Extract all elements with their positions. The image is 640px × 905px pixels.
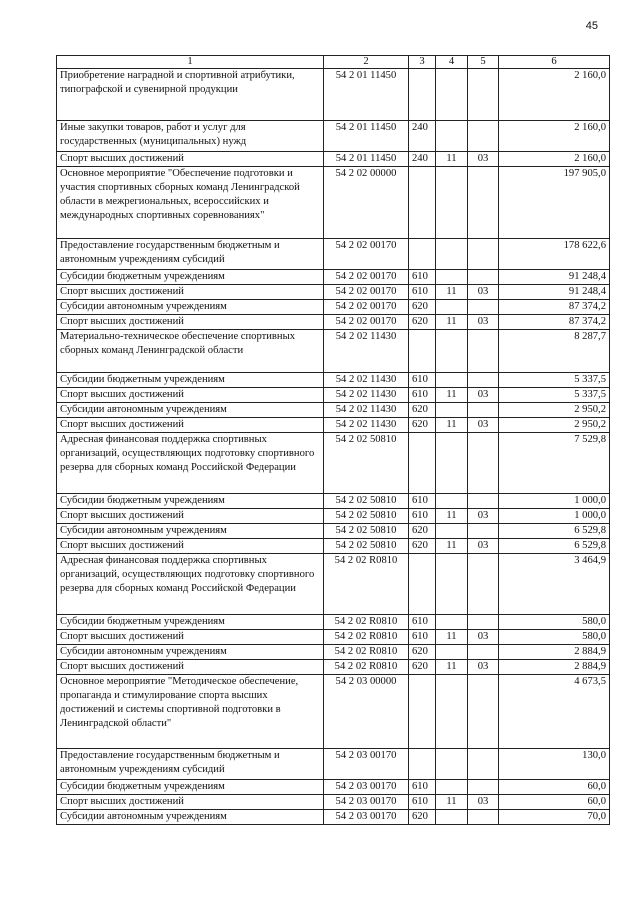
subsection-code-cell: 03 (468, 795, 499, 810)
subsection-code-cell (468, 330, 499, 373)
subsection-code-cell (468, 69, 499, 121)
subsection-code-cell: 03 (468, 509, 499, 524)
budget-code-cell: 54 2 02 11430 (324, 403, 409, 418)
subsection-code-cell (468, 615, 499, 630)
expense-type-cell (409, 433, 436, 494)
budget-code-cell: 54 2 02 R0810 (324, 645, 409, 660)
subsection-code-cell: 03 (468, 285, 499, 300)
section-code-cell (436, 494, 468, 509)
section-code-cell: 11 (436, 660, 468, 675)
item-name-cell: Субсидии автономным учреждениям (57, 645, 324, 660)
budget-code-cell: 54 2 02 50810 (324, 539, 409, 554)
expense-type-cell: 620 (409, 418, 436, 433)
amount-cell: 5 337,5 (499, 388, 610, 403)
section-code-cell (436, 675, 468, 749)
expense-type-cell (409, 69, 436, 121)
section-code-cell: 11 (436, 152, 468, 167)
item-name-cell: Предоставление государственным бюджетным и автономным учреждениям субсидий (57, 239, 324, 270)
budget-code-cell: 54 2 02 R0810 (324, 554, 409, 615)
item-name-cell: Субсидии автономным учреждениям (57, 403, 324, 418)
subsection-code-cell: 03 (468, 660, 499, 675)
section-code-cell (436, 749, 468, 780)
budget-code-cell: 54 2 02 11430 (324, 330, 409, 373)
expense-type-cell (409, 330, 436, 373)
header-col-5: 5 (468, 56, 499, 69)
subsection-code-cell (468, 239, 499, 270)
amount-cell: 1 000,0 (499, 509, 610, 524)
table-row (57, 315, 610, 330)
amount-cell: 1 000,0 (499, 494, 610, 509)
expense-type-cell: 610 (409, 795, 436, 810)
table-row (57, 121, 610, 152)
amount-cell: 178 622,6 (499, 239, 610, 270)
budget-table (56, 55, 610, 825)
section-code-cell (436, 615, 468, 630)
page-number: 45 (585, 20, 598, 32)
subsection-code-cell: 03 (468, 152, 499, 167)
amount-cell: 87 374,2 (499, 300, 610, 315)
table-row (57, 285, 610, 300)
item-name-cell: Основное мероприятие "Обеспечение подготовки и участия спортивных сборных команд Ленинградской области в межрегиональных, всероссийских и международных спортивных соревнованиях" (57, 167, 324, 239)
item-name-cell: Спорт высших достижений (57, 509, 324, 524)
table-row (57, 167, 610, 239)
item-name-cell: Спорт высших достижений (57, 315, 324, 330)
table-row (57, 330, 610, 373)
table-row (57, 630, 610, 645)
budget-code-cell: 54 2 01 11450 (324, 121, 409, 152)
item-name-cell: Субсидии автономным учреждениям (57, 524, 324, 539)
subsection-code-cell (468, 300, 499, 315)
expense-type-cell: 620 (409, 539, 436, 554)
table-row (57, 373, 610, 388)
expense-type-cell: 610 (409, 494, 436, 509)
amount-cell: 6 529,8 (499, 524, 610, 539)
table-row (57, 539, 610, 554)
expense-type-cell: 610 (409, 615, 436, 630)
budget-code-cell: 54 2 02 00170 (324, 300, 409, 315)
section-code-cell (436, 121, 468, 152)
budget-code-cell: 54 2 03 00170 (324, 810, 409, 825)
section-code-cell: 11 (436, 539, 468, 554)
subsection-code-cell (468, 675, 499, 749)
amount-cell: 2 160,0 (499, 121, 610, 152)
amount-cell: 2 160,0 (499, 69, 610, 121)
item-name-cell: Субсидии бюджетным учреждениям (57, 270, 324, 285)
table-row (57, 524, 610, 539)
table-row (57, 494, 610, 509)
budget-code-cell: 54 2 02 11430 (324, 373, 409, 388)
expense-type-cell: 620 (409, 315, 436, 330)
budget-code-cell: 54 2 02 R0810 (324, 615, 409, 630)
subsection-code-cell (468, 780, 499, 795)
table-row (57, 509, 610, 524)
table-row (57, 675, 610, 749)
amount-cell: 197 905,0 (499, 167, 610, 239)
table-row (57, 69, 610, 121)
table-row (57, 615, 610, 630)
section-code-cell: 11 (436, 315, 468, 330)
item-name-cell: Субсидии автономным учреждениям (57, 810, 324, 825)
expense-type-cell: 620 (409, 645, 436, 660)
item-name-cell: Адресная финансовая поддержка спортивных организаций, осуществляющих подготовку спортивного резерва для сборных команд Российской Федерации (57, 433, 324, 494)
header-row (57, 56, 610, 69)
subsection-code-cell: 03 (468, 630, 499, 645)
budget-code-cell: 54 2 01 11450 (324, 69, 409, 121)
item-name-cell: Спорт высших достижений (57, 285, 324, 300)
expense-type-cell: 620 (409, 810, 436, 825)
table-row (57, 433, 610, 494)
item-name-cell: Субсидии бюджетным учреждениям (57, 780, 324, 795)
subsection-code-cell (468, 749, 499, 780)
subsection-code-cell (468, 645, 499, 660)
table-row (57, 418, 610, 433)
subsection-code-cell (468, 810, 499, 825)
section-code-cell: 11 (436, 509, 468, 524)
header-col-6: 6 (499, 56, 610, 69)
subsection-code-cell (468, 373, 499, 388)
expense-type-cell (409, 239, 436, 270)
amount-cell: 7 529,8 (499, 433, 610, 494)
amount-cell: 6 529,8 (499, 539, 610, 554)
expense-type-cell (409, 554, 436, 615)
section-code-cell: 11 (436, 418, 468, 433)
table-row (57, 388, 610, 403)
expense-type-cell: 240 (409, 121, 436, 152)
budget-code-cell: 54 2 02 50810 (324, 494, 409, 509)
amount-cell: 2 160,0 (499, 152, 610, 167)
item-name-cell: Предоставление государственным бюджетным и автономным учреждениям субсидий (57, 749, 324, 780)
table-row (57, 660, 610, 675)
expense-type-cell: 620 (409, 660, 436, 675)
budget-code-cell: 54 2 02 50810 (324, 509, 409, 524)
budget-code-cell: 54 2 02 00170 (324, 239, 409, 270)
expense-type-cell: 620 (409, 403, 436, 418)
section-code-cell: 11 (436, 795, 468, 810)
budget-code-cell: 54 2 02 00170 (324, 285, 409, 300)
budget-code-cell: 54 2 01 11450 (324, 152, 409, 167)
table-row (57, 239, 610, 270)
item-name-cell: Спорт высших достижений (57, 795, 324, 810)
expense-type-cell: 610 (409, 509, 436, 524)
item-name-cell: Спорт высших достижений (57, 418, 324, 433)
section-code-cell: 11 (436, 285, 468, 300)
item-name-cell: Спорт высших достижений (57, 539, 324, 554)
expense-type-cell: 610 (409, 780, 436, 795)
table-row (57, 300, 610, 315)
budget-code-cell: 54 2 02 50810 (324, 433, 409, 494)
section-code-cell (436, 645, 468, 660)
budget-code-cell: 54 2 02 R0810 (324, 660, 409, 675)
amount-cell: 5 337,5 (499, 373, 610, 388)
budget-code-cell: 54 2 02 11430 (324, 388, 409, 403)
amount-cell: 130,0 (499, 749, 610, 780)
amount-cell: 91 248,4 (499, 270, 610, 285)
amount-cell: 70,0 (499, 810, 610, 825)
budget-code-cell: 54 2 02 R0810 (324, 630, 409, 645)
amount-cell: 2 884,9 (499, 645, 610, 660)
table-row (57, 152, 610, 167)
subsection-code-cell (468, 494, 499, 509)
item-name-cell: Иные закупки товаров, работ и услуг для государственных (муниципальных) нужд (57, 121, 324, 152)
item-name-cell: Спорт высших достижений (57, 152, 324, 167)
item-name-cell: Субсидии бюджетным учреждениям (57, 373, 324, 388)
subsection-code-cell (468, 524, 499, 539)
budget-code-cell: 54 2 02 00170 (324, 315, 409, 330)
header-col-1: 1 (57, 56, 324, 69)
budget-code-cell: 54 2 02 11430 (324, 418, 409, 433)
section-code-cell (436, 373, 468, 388)
subsection-code-cell: 03 (468, 418, 499, 433)
expense-type-cell: 610 (409, 270, 436, 285)
subsection-code-cell (468, 554, 499, 615)
subsection-code-cell (468, 270, 499, 285)
expense-type-cell: 610 (409, 373, 436, 388)
item-name-cell: Субсидии бюджетным учреждениям (57, 615, 324, 630)
expense-type-cell: 610 (409, 388, 436, 403)
table-header (57, 56, 610, 69)
amount-cell: 60,0 (499, 795, 610, 810)
section-code-cell: 11 (436, 388, 468, 403)
expense-type-cell (409, 675, 436, 749)
table-row (57, 810, 610, 825)
budget-code-cell: 54 2 02 50810 (324, 524, 409, 539)
amount-cell: 8 287,7 (499, 330, 610, 373)
subsection-code-cell: 03 (468, 388, 499, 403)
expense-type-cell: 610 (409, 630, 436, 645)
section-code-cell (436, 524, 468, 539)
budget-code-cell: 54 2 02 00000 (324, 167, 409, 239)
expense-type-cell: 240 (409, 152, 436, 167)
table-body (57, 69, 610, 825)
amount-cell: 580,0 (499, 615, 610, 630)
amount-cell: 91 248,4 (499, 285, 610, 300)
amount-cell: 580,0 (499, 630, 610, 645)
section-code-cell (436, 167, 468, 239)
expense-type-cell (409, 749, 436, 780)
budget-code-cell: 54 2 03 00170 (324, 749, 409, 780)
subsection-code-cell: 03 (468, 539, 499, 554)
amount-cell: 2 884,9 (499, 660, 610, 675)
subsection-code-cell (468, 167, 499, 239)
header-col-2: 2 (324, 56, 409, 69)
section-code-cell (436, 403, 468, 418)
section-code-cell (436, 554, 468, 615)
item-name-cell: Основное мероприятие "Методическое обеспечение, пропаганда и стимулирование спорта высших достижений и системы спортивной подготовки в Ленинградской области" (57, 675, 324, 749)
amount-cell: 2 950,2 (499, 403, 610, 418)
table-row (57, 749, 610, 780)
subsection-code-cell (468, 121, 499, 152)
budget-code-cell: 54 2 03 00170 (324, 795, 409, 810)
item-name-cell: Спорт высших достижений (57, 630, 324, 645)
header-col-3: 3 (409, 56, 436, 69)
section-code-cell (436, 270, 468, 285)
table-row (57, 554, 610, 615)
table-row (57, 270, 610, 285)
amount-cell: 60,0 (499, 780, 610, 795)
item-name-cell: Спорт высших достижений (57, 660, 324, 675)
item-name-cell: Субсидии бюджетным учреждениям (57, 494, 324, 509)
item-name-cell: Субсидии автономным учреждениям (57, 300, 324, 315)
budget-code-cell: 54 2 03 00170 (324, 780, 409, 795)
table-row (57, 403, 610, 418)
item-name-cell: Адресная финансовая поддержка спортивных организаций, осуществляющих подготовку спортивного резерва для сборных команд Российской Федерации (57, 554, 324, 615)
section-code-cell (436, 433, 468, 494)
subsection-code-cell (468, 433, 499, 494)
expense-type-cell: 610 (409, 285, 436, 300)
amount-cell: 3 464,9 (499, 554, 610, 615)
subsection-code-cell (468, 403, 499, 418)
section-code-cell (436, 330, 468, 373)
amount-cell: 4 673,5 (499, 675, 610, 749)
table-row (57, 780, 610, 795)
amount-cell: 2 950,2 (499, 418, 610, 433)
expense-type-cell: 620 (409, 524, 436, 539)
header-col-4: 4 (436, 56, 468, 69)
subsection-code-cell: 03 (468, 315, 499, 330)
budget-code-cell: 54 2 02 00170 (324, 270, 409, 285)
section-code-cell (436, 300, 468, 315)
section-code-cell: 11 (436, 630, 468, 645)
section-code-cell (436, 810, 468, 825)
budget-code-cell: 54 2 03 00000 (324, 675, 409, 749)
section-code-cell (436, 239, 468, 270)
expense-type-cell: 620 (409, 300, 436, 315)
section-code-cell (436, 69, 468, 121)
item-name-cell: Приобретение наградной и спортивной атрибутики, типографской и сувенирной продукции (57, 69, 324, 121)
expense-type-cell (409, 167, 436, 239)
table-row (57, 645, 610, 660)
item-name-cell: Материально-техническое обеспечение спортивных сборных команд Ленинградской области (57, 330, 324, 373)
section-code-cell (436, 780, 468, 795)
item-name-cell: Спорт высших достижений (57, 388, 324, 403)
table-row (57, 795, 610, 810)
amount-cell: 87 374,2 (499, 315, 610, 330)
